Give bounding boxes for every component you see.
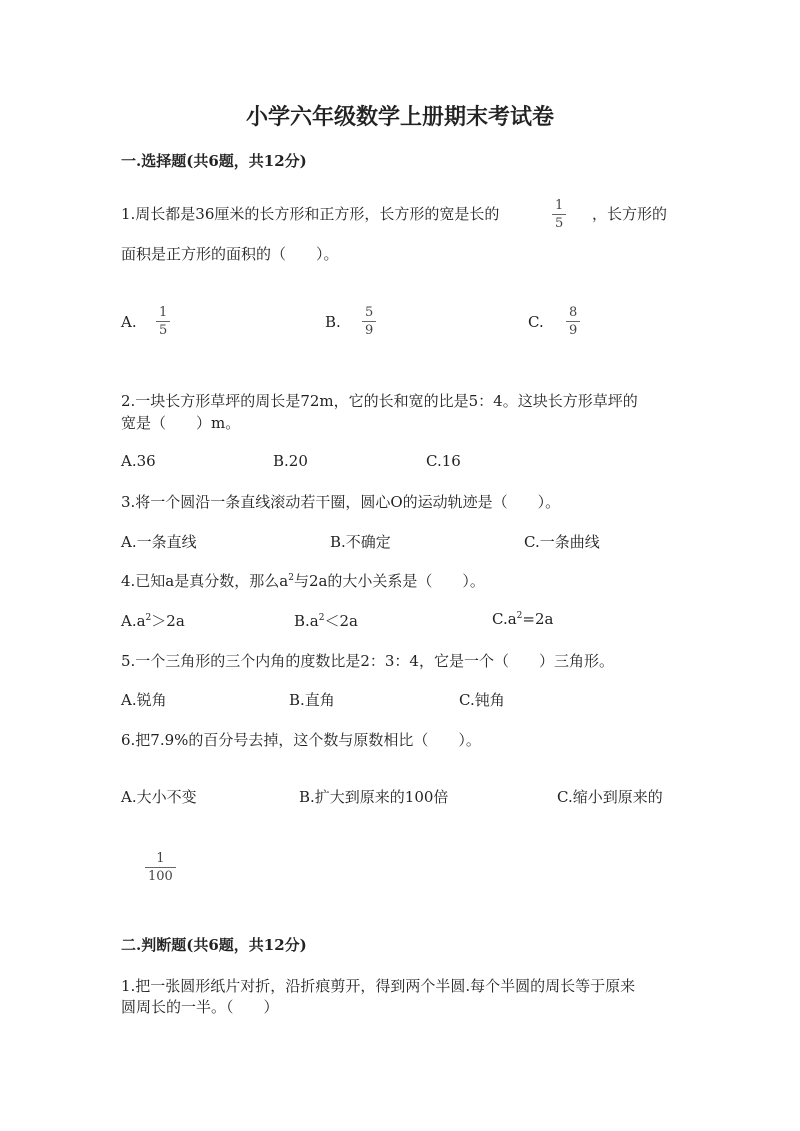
fraction-numerator: 8 (569, 305, 578, 320)
option-exponent: 2 (516, 611, 523, 621)
option-text-end: =2a (522, 610, 554, 628)
question-4-line-1 (121, 570, 485, 591)
judgment-question-1-line-1: 1.把一张圆形纸片对折，沿折痕剪开，得到两个半圆.每个半圆的周长等于原来 (121, 977, 636, 995)
question-2-line-1: 2.一块长方形草坪的周长是72m，它的长和宽的比是5：4。这块长方形草坪的 (121, 392, 638, 410)
question-1-fraction (552, 199, 566, 230)
fraction-numerator: 5 (365, 305, 374, 320)
question-6-line-1: 6.把7.9%的百分号去掉，这个数与原数相比（ ）。 (121, 731, 481, 749)
section-heading-choice: 一.选择题(共6题，共12分) (121, 152, 307, 170)
question-6-option-b: B.扩大到原来的100倍 (299, 788, 449, 806)
question-1-line-1-end: ，长方形的 (592, 205, 668, 223)
question-6-option-c: C.缩小到原来的 (557, 788, 663, 806)
question-5-option-c: C.钝角 (459, 691, 505, 709)
question-2-line-2: 宽是（ ）m。 (121, 414, 241, 432)
fraction-denominator: 5 (159, 323, 168, 338)
option-text-end: ＜2a (324, 612, 358, 630)
question-6-option-a: A.大小不变 (121, 788, 197, 806)
question-3-option-b: B.不确定 (330, 533, 391, 551)
page-title: 小学六年级数学上册期末考试卷 (245, 104, 554, 130)
question-2-option-a: A.36 (121, 452, 156, 470)
question-4-text-b: 与2a的大小关系是（ ）。 (293, 572, 485, 590)
fraction-numerator: 1 (555, 198, 564, 213)
question-1-line-1: 1.周长都是36厘米的长方形和正方形，长方形的宽是长的 (121, 205, 500, 223)
option-exponent: 2 (318, 613, 325, 623)
fraction-denominator: 100 (148, 869, 173, 884)
fraction-denominator: 9 (569, 323, 578, 338)
option-text: B.a (294, 612, 319, 630)
question-1-option-c-fraction (566, 306, 580, 337)
question-6-option-c-fraction (145, 852, 176, 883)
question-1-option-b-label: B. (325, 313, 341, 331)
question-4-option-c (492, 610, 553, 628)
question-4-option-a (121, 610, 185, 631)
fraction-numerator: 1 (156, 851, 165, 866)
question-1-option-b-fraction (362, 306, 376, 337)
question-2-option-c: C.16 (426, 452, 461, 470)
option-text: C.a (492, 610, 517, 628)
section-heading-judgment: 二.判断题(共6题，共12分) (121, 936, 307, 954)
option-text-end: ＞2a (151, 612, 185, 630)
question-4-option-b (294, 610, 358, 631)
question-3-option-c: C.一条曲线 (524, 533, 600, 551)
fraction-denominator: 9 (365, 323, 374, 338)
option-text: A.a (121, 612, 146, 630)
question-2-option-b: B.20 (273, 452, 308, 470)
question-5-option-b: B.直角 (289, 691, 335, 709)
question-5-option-a: A.锐角 (121, 691, 167, 709)
fraction-denominator: 5 (555, 216, 564, 231)
question-1-option-c-label: C. (528, 313, 544, 331)
question-5-line-1: 5.一个三角形的三个内角的度数比是2：3：4，它是一个（ ）三角形。 (121, 652, 614, 670)
question-1-option-a-fraction (156, 306, 170, 337)
question-3-option-a: A.一条直线 (121, 533, 197, 551)
question-1-option-a-label: A. (121, 313, 137, 331)
question-1-line-2: 面积是正方形的面积的（ ）。 (121, 245, 339, 263)
fraction-numerator: 1 (159, 305, 168, 320)
judgment-question-1-line-2: 圆周长的一半。（ ） (121, 998, 279, 1016)
question-4-text-a: 4.已知a是真分数，那么a (121, 572, 289, 590)
question-4-exponent: 2 (288, 573, 294, 583)
option-exponent: 2 (145, 613, 152, 623)
question-3-line-1: 3.将一个圆沿一条直线滚动若干圈，圆心O的运动轨迹是（ ）。 (121, 493, 561, 511)
